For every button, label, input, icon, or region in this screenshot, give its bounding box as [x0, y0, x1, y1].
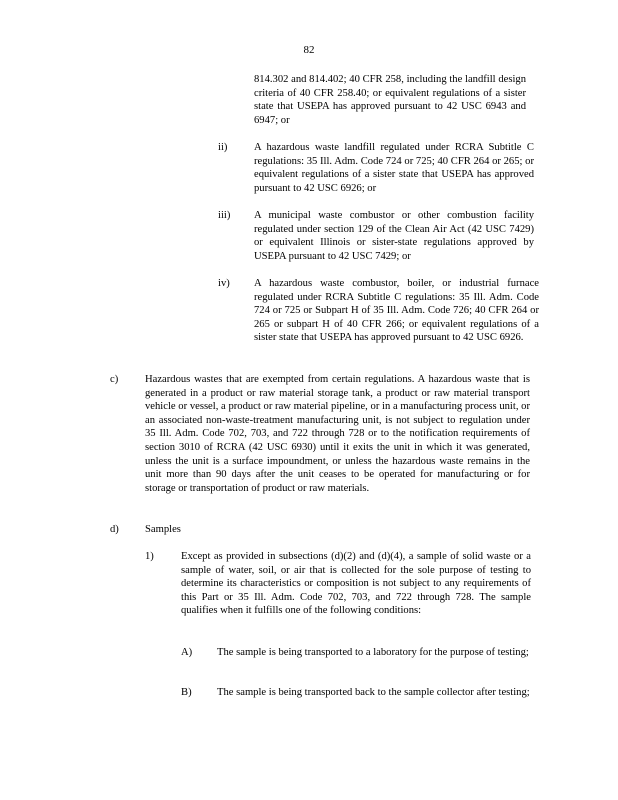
continuation-paragraph: 814.302 and 814.402; 40 CFR 258, including the landfill design criteria of 40 CFR 258.40; or equivalent regulations of a sister state that USEPA has approved pursuant to 42 USC 6943 and 6947; or [254, 74, 526, 126]
item-ii-text: A hazardous waste landfill regulated under RCRA Subtitle C regulations: 35 Ill. Adm. Code 724 or 725; 40 CFR 264 or 265; or equivalent regulations of a sister state that USEPA has approved pursuant to 42 USC 6926; or [254, 142, 534, 194]
item-iii-label: iii) [218, 210, 231, 221]
section-c-label: c) [110, 374, 119, 385]
section-d-label: d) [110, 524, 119, 535]
item-ii-label: ii) [218, 142, 228, 153]
page-number: 82 [303, 44, 315, 56]
item-iv-label: iv) [218, 278, 230, 289]
condition-a-label: A) [181, 647, 193, 658]
condition-b-text: The sample is being transported back to the sample collector after testing; [217, 687, 530, 698]
subsection-1-label: 1) [145, 551, 154, 562]
subsection-1-text: Except as provided in subsections (d)(2) and (d)(4), a sample of solid waste or a sample of water, soil, or air that is collected for the sole purpose of testing to determine its characteristics or composition is not subject to any requirements of this Part or 35 Ill. Adm. Code 702, 703, and 722 through 728. The sample qualifies when it fulfills one of the following conditions: [181, 551, 531, 617]
condition-a-text: The sample is being transported to a laboratory for the purpose of testing; [217, 647, 529, 658]
item-iii-text: A municipal waste combustor or other combustion facility regulated under section 129 of the Clean Air Act (42 USC 7429) or equivalent Illinois or sister-state regulations approved by USEPA pursuant to 42 USC 7429; or [254, 210, 534, 262]
section-d-heading: Samples [145, 524, 181, 535]
condition-b-label: B) [181, 687, 192, 698]
section-c-text: Hazardous wastes that are exempted from certain regulations. A hazardous waste that is generated in a product or raw material storage tank, a product or raw material transport vehicle or vessel, a product or raw material pipeline, or in a manufacturing process unit, or an associated non-waste-treatment manufacturing unit, is not subject to regulation under 35 Ill. Adm. Code 702, 703, and 722 through 728 or to the notification requirements of section 3010 of RCRA (42 USC 6930) until it exits the unit in which it was generated, unless the unit is a surface impoundment, or unless the hazardous waste remains in the unit more than 90 days after the unit ceases to be operated for manufacturing or for storage or transportation of product or raw materials. [145, 374, 530, 494]
item-iv-text: A hazardous waste combustor, boiler, or industrial furnace regulated under RCRA Subtitle C regulations: 35 Ill. Adm. Code 724 or 725 or Subpart H of 35 Ill. Adm. Code 726; 40 CFR 264 or 265 or subpart H of 40 CFR 266; or equivalent regulations of a sister state that USEPA has approved pursuant to 42 USC 6926. [254, 278, 539, 344]
